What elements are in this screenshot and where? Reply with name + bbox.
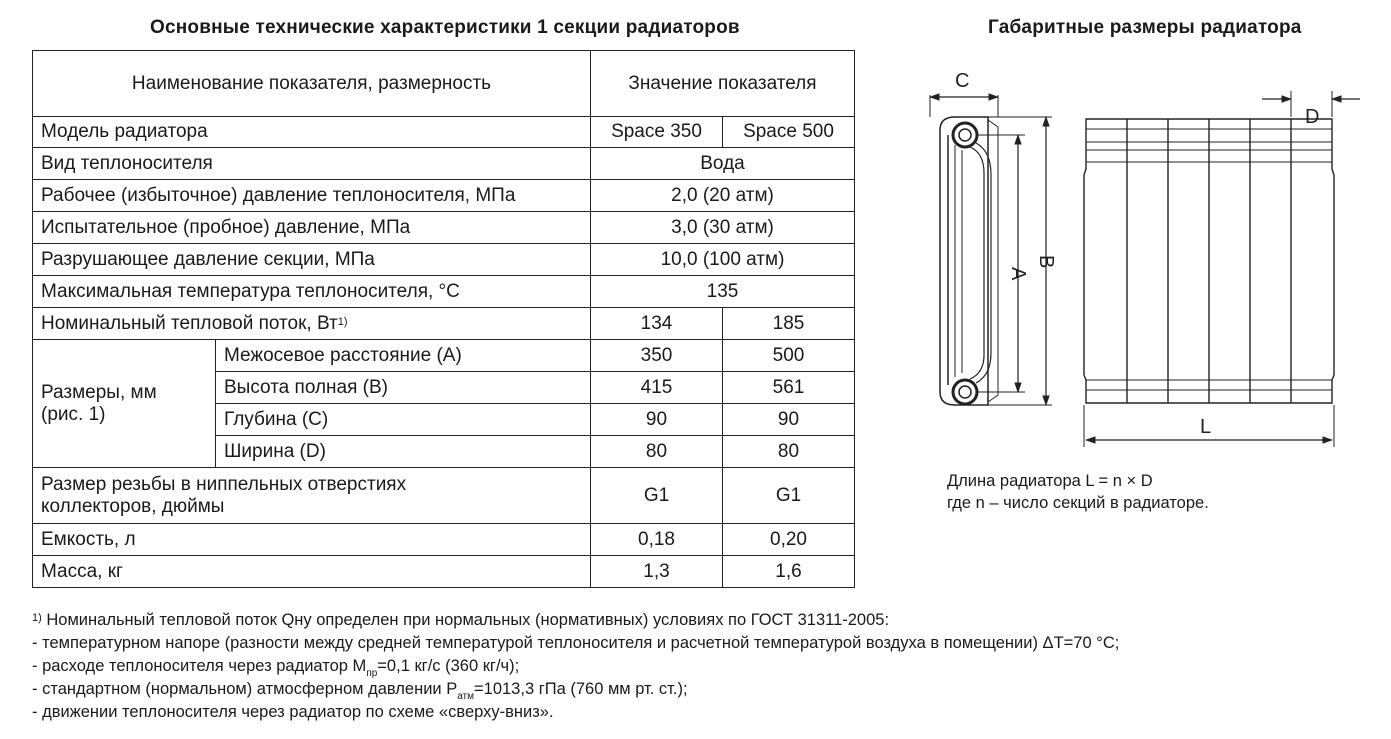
length-note — [947, 470, 1209, 514]
row-value: 185 — [723, 308, 855, 340]
row-value: 90 — [723, 404, 855, 436]
row-label: Межосевое расстояние (А) — [216, 340, 591, 372]
table-row — [33, 524, 855, 556]
footnote-line: - движении теплоносителя через радиатор по схеме «сверху-вниз». — [32, 703, 554, 721]
length-formula: Длина радиатора L = n × D — [947, 472, 1153, 490]
row-value: 3,0 (30 атм) — [591, 212, 855, 244]
dim-label-d: D — [1305, 106, 1320, 128]
dim-label-b: B — [1035, 255, 1057, 269]
footnote-intro — [32, 609, 1119, 632]
table-row — [33, 340, 855, 372]
row-label — [33, 468, 591, 524]
footnote-line — [32, 678, 1119, 701]
table-row — [33, 148, 855, 180]
thread-label-line1: Размер резьбы в ниппельных отверстиях — [41, 473, 407, 495]
footnote-intro-text: Номинальный тепловой поток Qну определен при нормальных (нормативных) условиях по ГОСТ 31311-2005: — [46, 611, 890, 629]
table-row — [33, 308, 855, 340]
table-title: Основные технические характеристики 1 секции радиаторов — [150, 17, 740, 38]
row-value: G1 — [723, 468, 855, 524]
table-header-row — [33, 51, 855, 117]
row-value: 561 — [723, 372, 855, 404]
table-row — [33, 468, 855, 524]
row-value: 10,0 (100 атм) — [591, 244, 855, 276]
row-value: 500 — [723, 340, 855, 372]
row-value: 2,0 (20 атм) — [591, 180, 855, 212]
dim-label-l: L — [1200, 416, 1212, 438]
row-label: Вид теплоносителя — [33, 148, 591, 180]
specs-table — [32, 50, 855, 588]
row-label: Модель радиатора — [33, 117, 591, 148]
row-label: Высота полная (В) — [216, 372, 591, 404]
footnote-line: - температурном напоре (разности между средней температурой теплоносителя и расчетной температурой воздуха в помещении) ΔТ=70 °С; — [32, 634, 1120, 652]
row-value: 80 — [591, 436, 723, 468]
table-row — [33, 212, 855, 244]
row-label: Ширина (D) — [216, 436, 591, 468]
row-label: Глубина (С) — [216, 404, 591, 436]
row-label: Масса, кг — [33, 556, 591, 588]
footnote-text: =1013,3 гПа (760 мм рт. ст.); — [474, 680, 688, 698]
header-name-cell: Наименование показателя, размерность — [33, 51, 591, 117]
footnote-mark: 1) — [32, 612, 42, 624]
row-value: 1,3 — [591, 556, 723, 588]
footnote-subscript: атм — [457, 691, 475, 702]
row-value: Вода — [591, 148, 855, 180]
row-value: 0,18 — [591, 524, 723, 556]
group-label-line2: (рис. 1) — [41, 403, 106, 425]
footnote-line — [32, 655, 1119, 678]
footnotes — [32, 609, 1119, 724]
row-value: 80 — [723, 436, 855, 468]
group-label-line1: Размеры, мм — [41, 381, 157, 403]
radiator-drawing — [900, 55, 1360, 455]
row-label: Максимальная температура теплоносителя, °С — [33, 276, 591, 308]
table-row — [33, 180, 855, 212]
footnote-text: - расходе теплоносителя через радиатор М — [32, 657, 367, 675]
footnote-text: =0,1 кг/с (360 кг/ч); — [377, 657, 520, 675]
radiator-side-view — [940, 117, 998, 405]
table-row — [33, 556, 855, 588]
row-value: 135 — [591, 276, 855, 308]
footnote-subscript: пр — [366, 668, 378, 679]
row-value: 1,6 — [723, 556, 855, 588]
dimensions-group-label — [33, 340, 216, 468]
radiator-front-view — [1084, 119, 1334, 403]
row-value: 0,20 — [723, 524, 855, 556]
drawing-title: Габаритные размеры радиатора — [988, 17, 1302, 38]
footnote-ref: 1) — [337, 315, 348, 328]
row-label: Рабочее (избыточное) давление теплоносителя, МПа — [33, 180, 591, 212]
row-label: Емкость, л — [33, 524, 591, 556]
row-label: Разрушающее давление секции, МПа — [33, 244, 591, 276]
header-value-cell: Значение показателя — [591, 51, 855, 117]
row-label: Испытательное (пробное) давление, МПа — [33, 212, 591, 244]
table-row — [33, 276, 855, 308]
footnote-text: - стандартном (нормальном) атмосферном давлении Р — [32, 680, 458, 698]
row-value: 134 — [591, 308, 723, 340]
dim-label-a: A — [1007, 267, 1029, 281]
row-value: 90 — [591, 404, 723, 436]
thread-label-line2: коллекторов, дюймы — [41, 495, 225, 517]
heat-flow-label: Номинальный тепловой поток, Вт — [41, 312, 338, 334]
row-value: 415 — [591, 372, 723, 404]
model-500-cell: Space 500 — [723, 117, 855, 148]
table-row — [33, 117, 855, 148]
dim-label-c: C — [955, 70, 970, 92]
row-value: 350 — [591, 340, 723, 372]
row-label — [33, 308, 591, 340]
table-row — [33, 244, 855, 276]
row-value: G1 — [591, 468, 723, 524]
length-explanation: где n – число секций в радиаторе. — [947, 494, 1209, 512]
model-350-cell: Space 350 — [591, 117, 723, 148]
